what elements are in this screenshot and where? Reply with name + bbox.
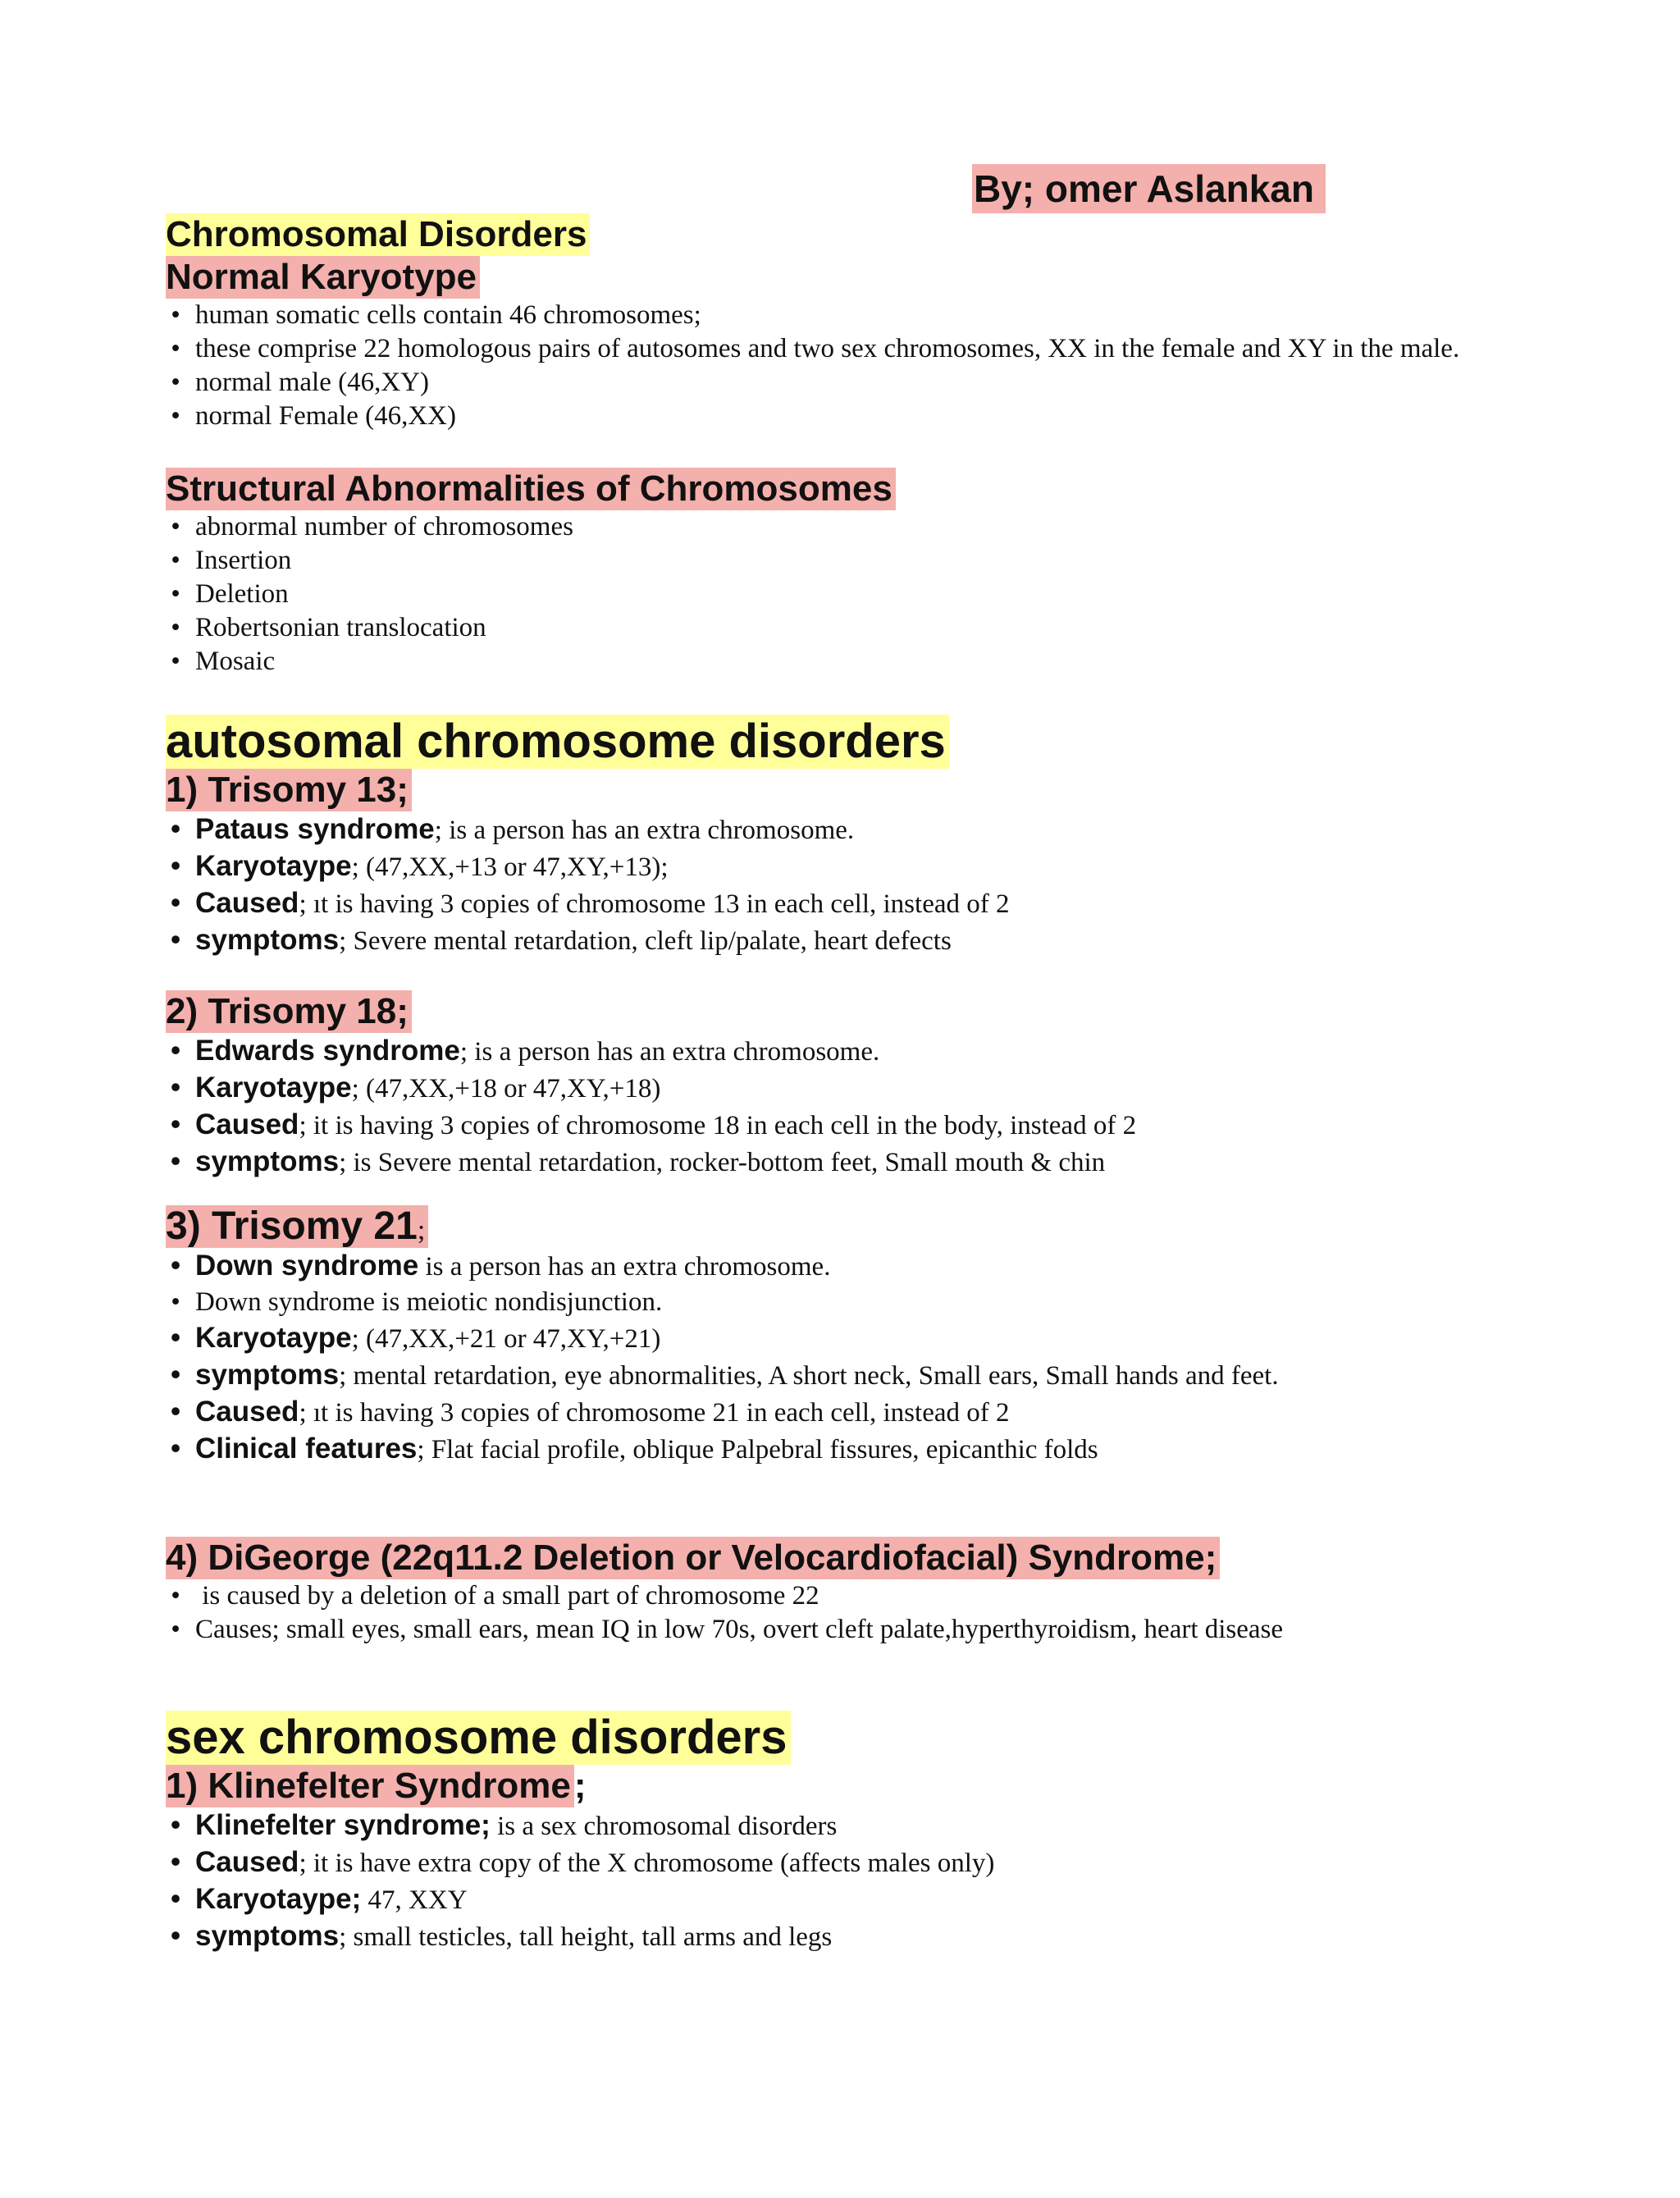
trisomy-13-list [166,811,1511,959]
list-item: • Causes; small eyes, small ears, mean IQ in low 70s, overt cleft palate,hyperthyroidism, heart disease [166,1613,1511,1647]
list-item: • Pataus syndrome; is a person has an extra chromosome. [166,811,1511,848]
structural-list [166,510,1511,679]
list-item: • Insertion [166,544,1511,578]
bullet-icon: • [171,1287,180,1317]
bullet-icon: • [170,1321,181,1354]
document-title: Chromosomal Disorders [166,213,590,256]
bullet-icon: • [171,368,180,397]
list-item: • normal Female (46,XX) [166,400,1511,433]
list-item: • normal male (46,XY) [166,366,1511,400]
list-item: • Edwards syndrome; is a person has an extra chromosome. [166,1033,1511,1070]
bullet-icon: • [170,849,181,882]
list-item: • symptoms; mental retardation, eye abnormalities, A short neck, Small ears, Small hands and feet. [166,1357,1511,1394]
list-item: • symptoms; small testicles, tall height, tall arms and legs [166,1918,1511,1955]
bullet-icon: • [171,512,180,542]
bullet-icon: • [170,1845,181,1878]
bullet-icon: • [170,886,181,919]
digeorge-heading: 4) DiGeorge (22q11.2 Deletion or Velocardiofacial) Syndrome; [166,1537,1220,1579]
bullet-icon: • [170,1108,181,1140]
bullet-icon: • [171,334,180,363]
list-item: • symptoms; Severe mental retardation, cleft lip/palate, heart defects [166,922,1511,959]
list-item: • Mosaic [166,645,1511,679]
trisomy-18-list [166,1033,1511,1181]
bullet-icon: • [171,579,180,609]
list-item: • Robertsonian translocation [166,611,1511,645]
bullet-icon: • [171,647,180,676]
list-item: • Caused; ıt is having 3 copies of chromosome 21 in each cell, instead of 2 [166,1394,1511,1431]
bullet-icon: • [171,300,180,330]
list-item: • these comprise 22 homologous pairs of autosomes and two sex chromosomes, XX in the female and XY in the male. [166,332,1511,366]
list-item: • Deletion [166,578,1511,611]
list-item: • Caused; ıt is having 3 copies of chromosome 13 in each cell, instead of 2 [166,885,1511,922]
list-item: • Clinical features; Flat facial profile, oblique Palpebral fissures, epicanthic folds [166,1431,1511,1468]
bullet-icon: • [171,1615,180,1644]
klinefelter-list [166,1807,1511,1955]
bullet-icon: • [171,546,180,575]
bullet-icon: • [170,1395,181,1428]
list-item: • symptoms; is Severe mental retardation, rocker-bottom feet, Small mouth & chin [166,1144,1511,1181]
bullet-icon: • [170,1919,181,1952]
list-item: • Karyotaype; (47,XX,+21 or 47,XY,+21) [166,1320,1511,1357]
normal-karyotype-list [166,299,1511,433]
list-item: • is caused by a deletion of a small part of chromosome 22 [166,1579,1511,1613]
list-item: • Down syndrome is meiotic nondisjunction. [166,1285,1511,1320]
trisomy-21-heading: 3) Trisomy 21; [166,1205,428,1248]
bullet-icon: • [170,1808,181,1841]
klinefelter-heading: 1) Klinefelter Syndrome [166,1765,574,1807]
trisomy-18-heading: 2) Trisomy 18; [166,990,412,1033]
bullet-icon: • [171,401,180,431]
digeorge-list [166,1579,1511,1647]
list-item: • human somatic cells contain 46 chromosomes; [166,299,1511,332]
klinefelter-heading-suffix: ; [573,1766,587,1806]
list-item: • Caused; it is have extra copy of the X chromosome (affects males only) [166,1844,1511,1881]
bullet-icon: • [170,1882,181,1915]
author-line: By; omer Aslankan [972,164,1326,213]
structural-heading: Structural Abnormalities of Chromosomes [166,468,896,510]
bullet-icon: • [170,1145,181,1177]
list-item: • Karyotaype; (47,XX,+13 or 47,XY,+13); [166,848,1511,885]
bullet-icon: • [170,1071,181,1104]
bullet-icon: • [170,923,181,956]
bullet-icon: • [170,812,181,845]
sex-heading: sex chromosome disorders [166,1711,791,1765]
bullet-icon: • [171,1581,180,1611]
list-item: • Caused; it is having 3 copies of chromosome 18 in each cell in the body, instead of 2 [166,1107,1511,1144]
list-item: • Karyotaype; (47,XX,+18 or 47,XY,+18) [166,1070,1511,1107]
trisomy-21-list [166,1248,1511,1468]
list-item: • Down syndrome is a person has an extra chromosome. [166,1248,1511,1285]
bullet-icon: • [170,1358,181,1391]
bullet-icon: • [170,1432,181,1465]
normal-karyotype-heading: Normal Karyotype [166,256,480,299]
bullet-icon: • [170,1034,181,1067]
trisomy-13-heading: 1) Trisomy 13; [166,769,412,811]
bullet-icon: • [170,1249,181,1282]
list-item: • Klinefelter syndrome; is a sex chromosomal disorders [166,1807,1511,1844]
list-item: • abnormal number of chromosomes [166,510,1511,544]
list-item: • Karyotaype; 47, XXY [166,1881,1511,1918]
autosomal-heading: autosomal chromosome disorders [166,715,949,769]
bullet-icon: • [171,613,180,642]
